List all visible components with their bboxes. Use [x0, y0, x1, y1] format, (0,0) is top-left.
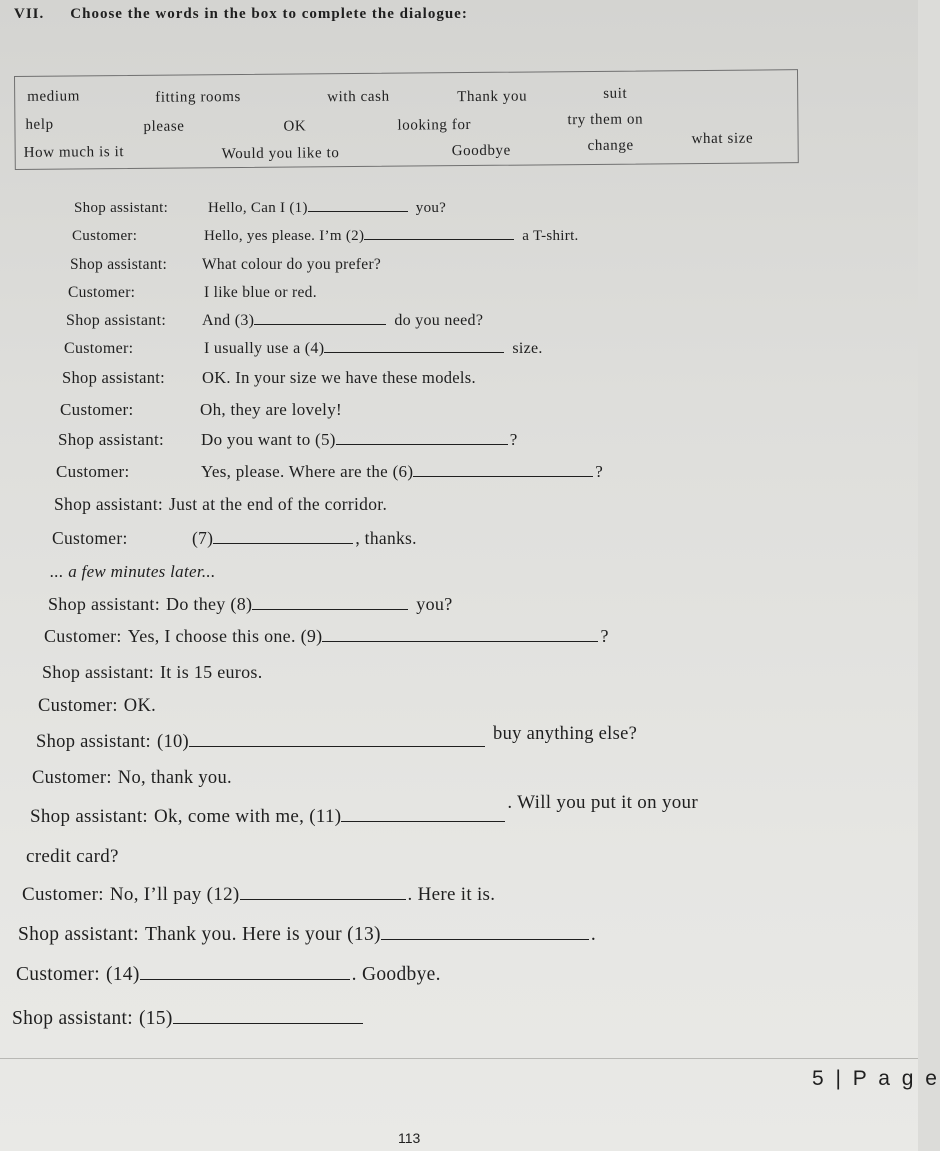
dialogue-text-after: buy anything else?	[493, 724, 638, 744]
dialogue-text: I like blue or red.	[204, 284, 317, 301]
speaker-label: Shop assistant:	[58, 430, 165, 449]
speaker-label: Customer:	[64, 340, 134, 357]
speaker-label: Shop assistant:	[48, 594, 161, 614]
dialogue-text: Just at the end of the corridor.	[169, 494, 388, 514]
word-box-item: Thank you	[457, 88, 528, 106]
word-box-item: OK	[283, 118, 307, 135]
word-box-item: what size	[691, 130, 754, 148]
dialogue-text-after: ?	[509, 430, 518, 449]
dialogue-line	[58, 430, 518, 450]
dialogue-text: Ok, come with me, (11)	[153, 806, 342, 827]
answer-blank[interactable]	[254, 323, 386, 325]
dialogue-text: Hello, yes please. I’m (2)	[204, 228, 365, 244]
speaker-label: Shop assistant:	[42, 662, 155, 682]
dialogue-text: What colour do you prefer?	[202, 256, 382, 273]
dialogue-line	[38, 696, 156, 717]
answer-blank[interactable]	[308, 210, 408, 212]
word-box-item: change	[587, 137, 634, 154]
word-box	[14, 69, 799, 170]
dialogue-line	[74, 200, 446, 217]
word-box-item: Goodbye	[451, 142, 511, 160]
dialogue-text: Hello, Can I (1)	[208, 200, 308, 216]
dialogue-text-after: .	[590, 924, 596, 945]
speaker-label: Customer:	[22, 884, 104, 905]
answer-blank[interactable]	[381, 938, 589, 940]
answer-blank[interactable]	[341, 820, 505, 822]
speaker-label: Shop assistant:	[12, 1008, 133, 1029]
dialogue-text: Yes, please. Where are the (6)	[201, 462, 414, 481]
dialogue-text-after: . Goodbye.	[351, 964, 441, 985]
dialogue-line	[56, 462, 603, 482]
speaker-label: Shop assistant:	[70, 256, 168, 273]
answer-blank[interactable]	[322, 640, 598, 642]
word-box-item: with cash	[327, 88, 390, 106]
dialogue-line	[64, 340, 543, 358]
answer-blank[interactable]	[336, 443, 508, 445]
dialogue-text: I usually use a (4)	[204, 340, 325, 357]
dialogue-line	[16, 964, 441, 986]
speaker-label: Shop assistant:	[62, 368, 166, 387]
speaker-label: Customer:	[16, 964, 100, 985]
word-box-item: How much is it	[23, 144, 125, 161]
answer-blank[interactable]	[364, 238, 514, 240]
dialogue-line	[50, 562, 216, 582]
dialogue-text: OK.	[123, 696, 157, 716]
dialogue-line	[62, 368, 476, 388]
dialogue-text-after: a T-shirt.	[522, 228, 579, 244]
speaker-label: Customer:	[32, 768, 112, 788]
exercise-instruction: Choose the words in the box to complete the dialogue:	[70, 6, 468, 22]
dialogue-text-after: size.	[512, 340, 543, 357]
page-rule	[0, 1058, 918, 1059]
dialogue-line	[42, 662, 263, 683]
answer-blank[interactable]	[324, 351, 504, 353]
answer-blank[interactable]	[140, 978, 350, 980]
word-box-item: help	[25, 116, 54, 133]
speaker-label: Customer:	[52, 528, 128, 548]
dialogue-line	[60, 400, 342, 420]
speaker-label: Shop assistant:	[36, 732, 151, 752]
dialogue-text: (14)	[105, 964, 140, 985]
dialogue-text: It is 15 euros.	[160, 662, 263, 682]
speaker-label: Customer:	[38, 696, 118, 716]
dialogue-line	[44, 626, 609, 647]
speaker-label: Shop assistant:	[74, 200, 169, 216]
dialogue-text-after: . Here it is.	[407, 884, 496, 905]
speaker-label: Customer:	[68, 284, 136, 301]
dialogue-line	[72, 228, 579, 245]
exercise-heading	[14, 6, 468, 23]
word-box-item: looking for	[397, 117, 472, 134]
speaker-label: Shop assistant:	[30, 806, 148, 827]
speaker-label: Shop assistant:	[66, 312, 167, 329]
dialogue-line	[32, 768, 232, 789]
speaker-label: Customer:	[72, 228, 138, 244]
word-box-item: try them on	[567, 111, 644, 129]
dialogue-line	[70, 256, 381, 274]
dialogue-line	[18, 924, 596, 946]
dialogue-line	[54, 494, 387, 515]
answer-blank[interactable]	[173, 1022, 363, 1024]
dialogue-line	[48, 594, 453, 615]
dialogue-line	[36, 724, 638, 753]
dialogue-line	[12, 1008, 363, 1030]
dialogue-line	[26, 846, 119, 868]
dialogue-line	[68, 284, 317, 302]
answer-blank[interactable]	[413, 475, 593, 477]
exercise-number: VII.	[14, 6, 45, 22]
speaker-label: Shop assistant:	[54, 494, 164, 514]
answer-blank[interactable]	[252, 608, 408, 610]
dialogue-text: ... a few minutes later...	[50, 562, 216, 581]
dialogue-line	[22, 884, 495, 906]
bottom-number: 113	[398, 1130, 421, 1146]
dialogue-text: Yes, I choose this one. (9)	[127, 626, 323, 646]
page-label: 5 | P a g e	[812, 1067, 940, 1090]
dialogue-text: OK. In your size we have these models.	[202, 368, 476, 387]
speaker-label: Shop assistant:	[18, 924, 139, 945]
dialogue-text: And (3)	[202, 312, 255, 329]
dialogue-text: (10)	[157, 732, 190, 752]
dialogue-text: credit card?	[26, 846, 119, 867]
dialogue-text-after: , thanks.	[355, 528, 417, 548]
answer-blank[interactable]	[240, 898, 406, 900]
word-box-item: fitting rooms	[155, 89, 241, 106]
speaker-label: Customer:	[60, 400, 134, 419]
dialogue-text-after: you?	[415, 200, 447, 216]
speaker-label: Customer:	[44, 626, 122, 646]
answer-blank[interactable]	[189, 745, 485, 747]
word-box-item: please	[143, 118, 185, 135]
word-box-item: medium	[27, 88, 81, 105]
dialogue-text: Oh, they are lovely!	[200, 400, 342, 419]
dialogue-text-after: you?	[416, 594, 453, 614]
dialogue-text: No, thank you.	[117, 768, 232, 788]
word-box-item: suit	[603, 85, 628, 102]
word-box-item: Would you like to	[221, 145, 340, 163]
dialogue-text: Do they (8)	[166, 594, 253, 614]
dialogue-text: Thank you. Here is your (13)	[144, 924, 381, 945]
dialogue-text: (15)	[138, 1008, 173, 1029]
dialogue-text: Do you want to (5)	[201, 430, 336, 449]
dialogue-line	[30, 792, 698, 828]
dialogue-line	[52, 528, 417, 549]
dialogue-text: (7)	[192, 528, 214, 548]
dialogue-text-after: ?	[600, 626, 609, 646]
dialogue-line	[66, 312, 483, 330]
dialogue-text-after: . Will you put it on your	[507, 792, 698, 813]
speaker-label: Customer:	[56, 462, 130, 481]
dialogue-text-after: do you need?	[394, 312, 484, 329]
dialogue-text: No, I’ll pay (12)	[109, 884, 240, 905]
dialogue-text-after: ?	[595, 462, 604, 481]
answer-blank[interactable]	[213, 542, 353, 544]
